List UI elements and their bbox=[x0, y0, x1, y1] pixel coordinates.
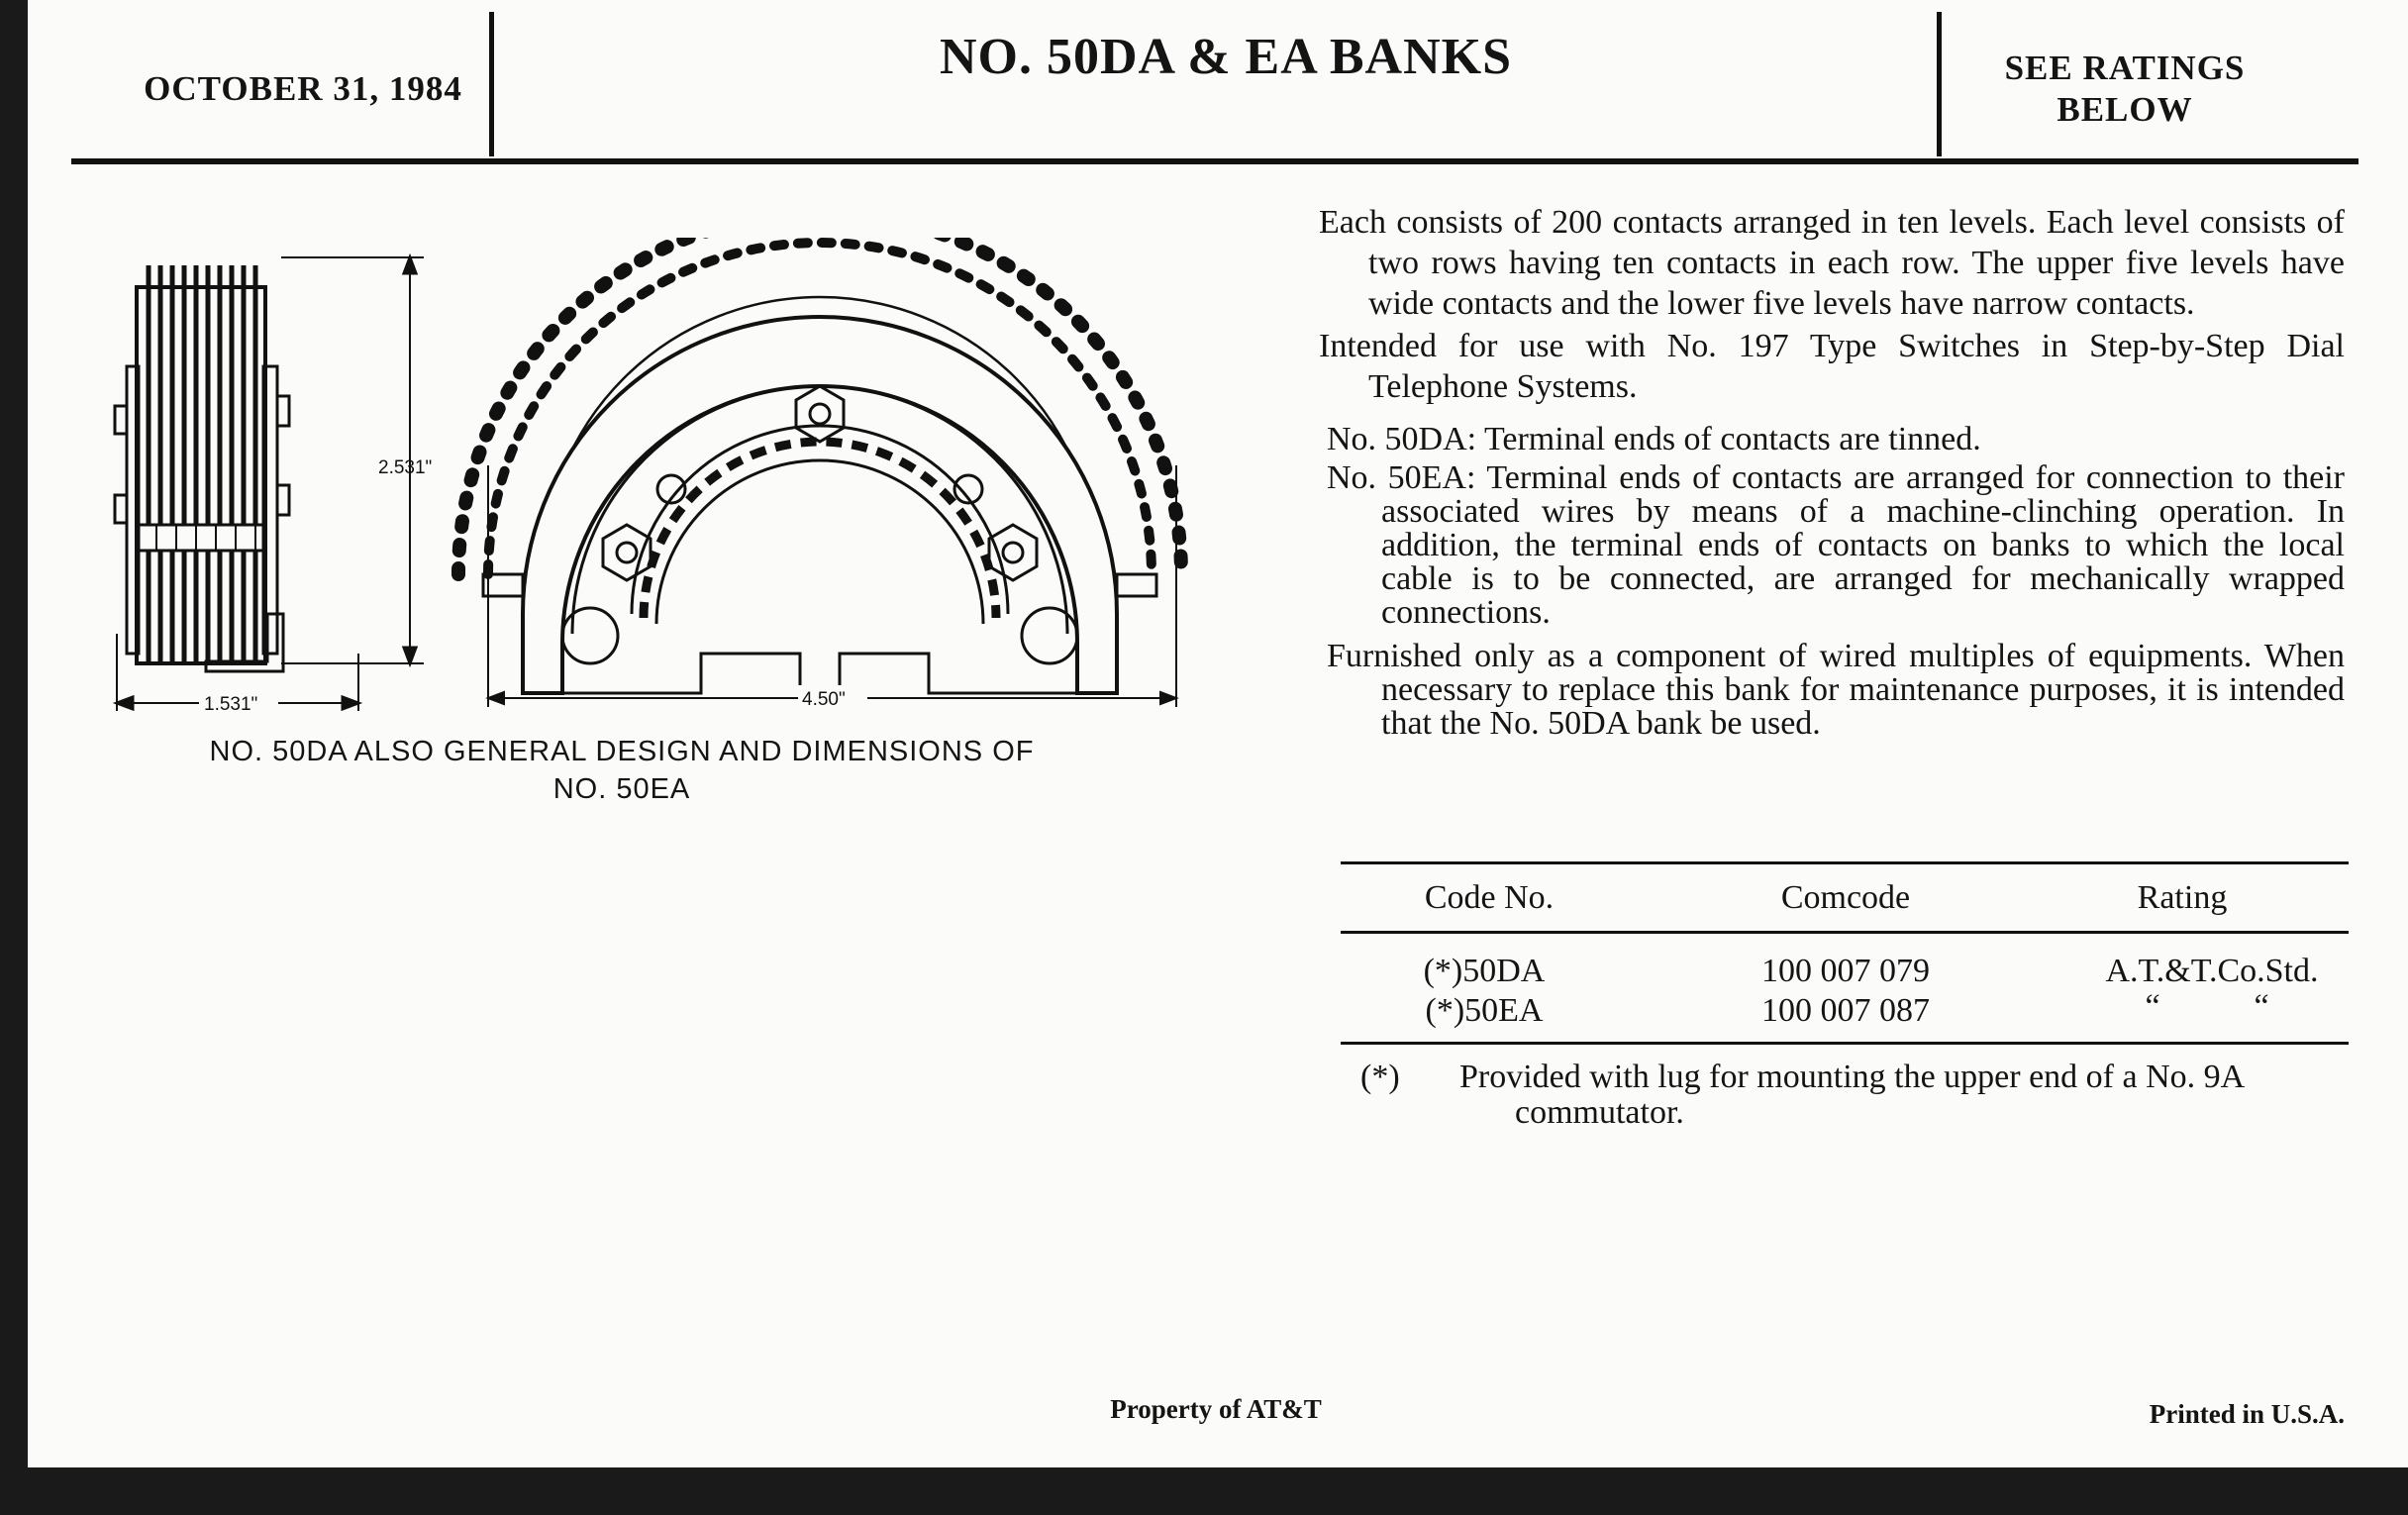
footnote-text: Provided with lug for mounting the upper end of a No. 9A commutator. bbox=[1459, 1059, 2244, 1131]
description-50ea: No. 50EA: Terminal ends of contacts are arranged for connection to their associated wires by means of a machine-clinching operation. In addition, the terminal ends of contacts on banks to which the local cable is to be connected, are arranged for mechanically wrapped connections. bbox=[1327, 459, 2345, 631]
cell-comcode: 100 007 087 bbox=[1761, 992, 1930, 1029]
description bbox=[1319, 202, 2345, 741]
figure-caption-line1: NO. 50DA ALSO GENERAL DESIGN AND DIMENSIONS OF bbox=[209, 736, 1035, 767]
cell-rating: A.T.&T.Co.Std. bbox=[2105, 953, 2319, 989]
column-header-rating: Rating bbox=[2137, 879, 2228, 916]
header-rating-line1: SEE RATINGS bbox=[2004, 49, 2246, 87]
table-bottom-rule bbox=[1341, 1042, 2349, 1045]
footer-printed: Printed in U.S.A. bbox=[2149, 1399, 2345, 1429]
figure-caption bbox=[147, 733, 1097, 808]
description-furnished: Furnished only as a component of wired multiples of equipments. When necessary to replace this bank for maintenance purposes, it is intended that the No. 50DA bank be used. bbox=[1327, 638, 2345, 742]
page-title: NO. 50DA & EA BANKS bbox=[939, 29, 1513, 85]
spec-sheet bbox=[28, 0, 2408, 1467]
figure-caption-line2: NO. 50EA bbox=[552, 773, 691, 805]
column-header-code: Code No. bbox=[1424, 879, 1555, 916]
plan-view bbox=[458, 238, 1181, 693]
footnote-mark: (*) bbox=[1360, 1059, 1400, 1095]
side-view bbox=[115, 257, 424, 711]
table-top-rule bbox=[1341, 861, 2349, 864]
description-50da: No. 50DA: Terminal ends of contacts are tinned. bbox=[1327, 421, 1981, 457]
header-rating-line2: BELOW bbox=[2057, 90, 2193, 129]
height-dimension-label: 2.531" bbox=[378, 457, 433, 478]
description-contacts: Each consists of 200 contacts arranged in ten levels. Each level consists of two rows having ten contacts in each row. The upper five levels have wide contacts and the lower five levels have narrow contacts. bbox=[1319, 204, 2345, 322]
bank-drawing bbox=[87, 238, 1196, 718]
header-rating-note bbox=[1976, 48, 2273, 131]
cell-rating-ditto-a: “ bbox=[2145, 988, 2160, 1025]
bank-drawing-svg bbox=[87, 238, 1196, 713]
cell-code: (*)50EA bbox=[1425, 992, 1544, 1029]
header-divider-right bbox=[1937, 12, 1942, 156]
table-header-rule bbox=[1341, 931, 2349, 934]
cell-comcode: 100 007 079 bbox=[1761, 953, 1930, 989]
depth-dimension-label: 1.531" bbox=[204, 694, 258, 713]
header-date: OCTOBER 31, 1984 bbox=[144, 69, 462, 108]
description-intended-use: Intended for use with No. 197 Type Switches in Step-by-Step Dial Telephone Systems. bbox=[1319, 328, 2345, 405]
footer-property: Property of AT&T bbox=[1110, 1394, 1322, 1424]
header-bottom-rule bbox=[71, 158, 2358, 164]
cell-code: (*)50DA bbox=[1423, 953, 1546, 989]
column-header-comcode: Comcode bbox=[1780, 879, 1911, 916]
width-dimension-label: 4.50" bbox=[802, 689, 846, 710]
cell-rating-ditto-b: “ bbox=[2254, 988, 2269, 1025]
